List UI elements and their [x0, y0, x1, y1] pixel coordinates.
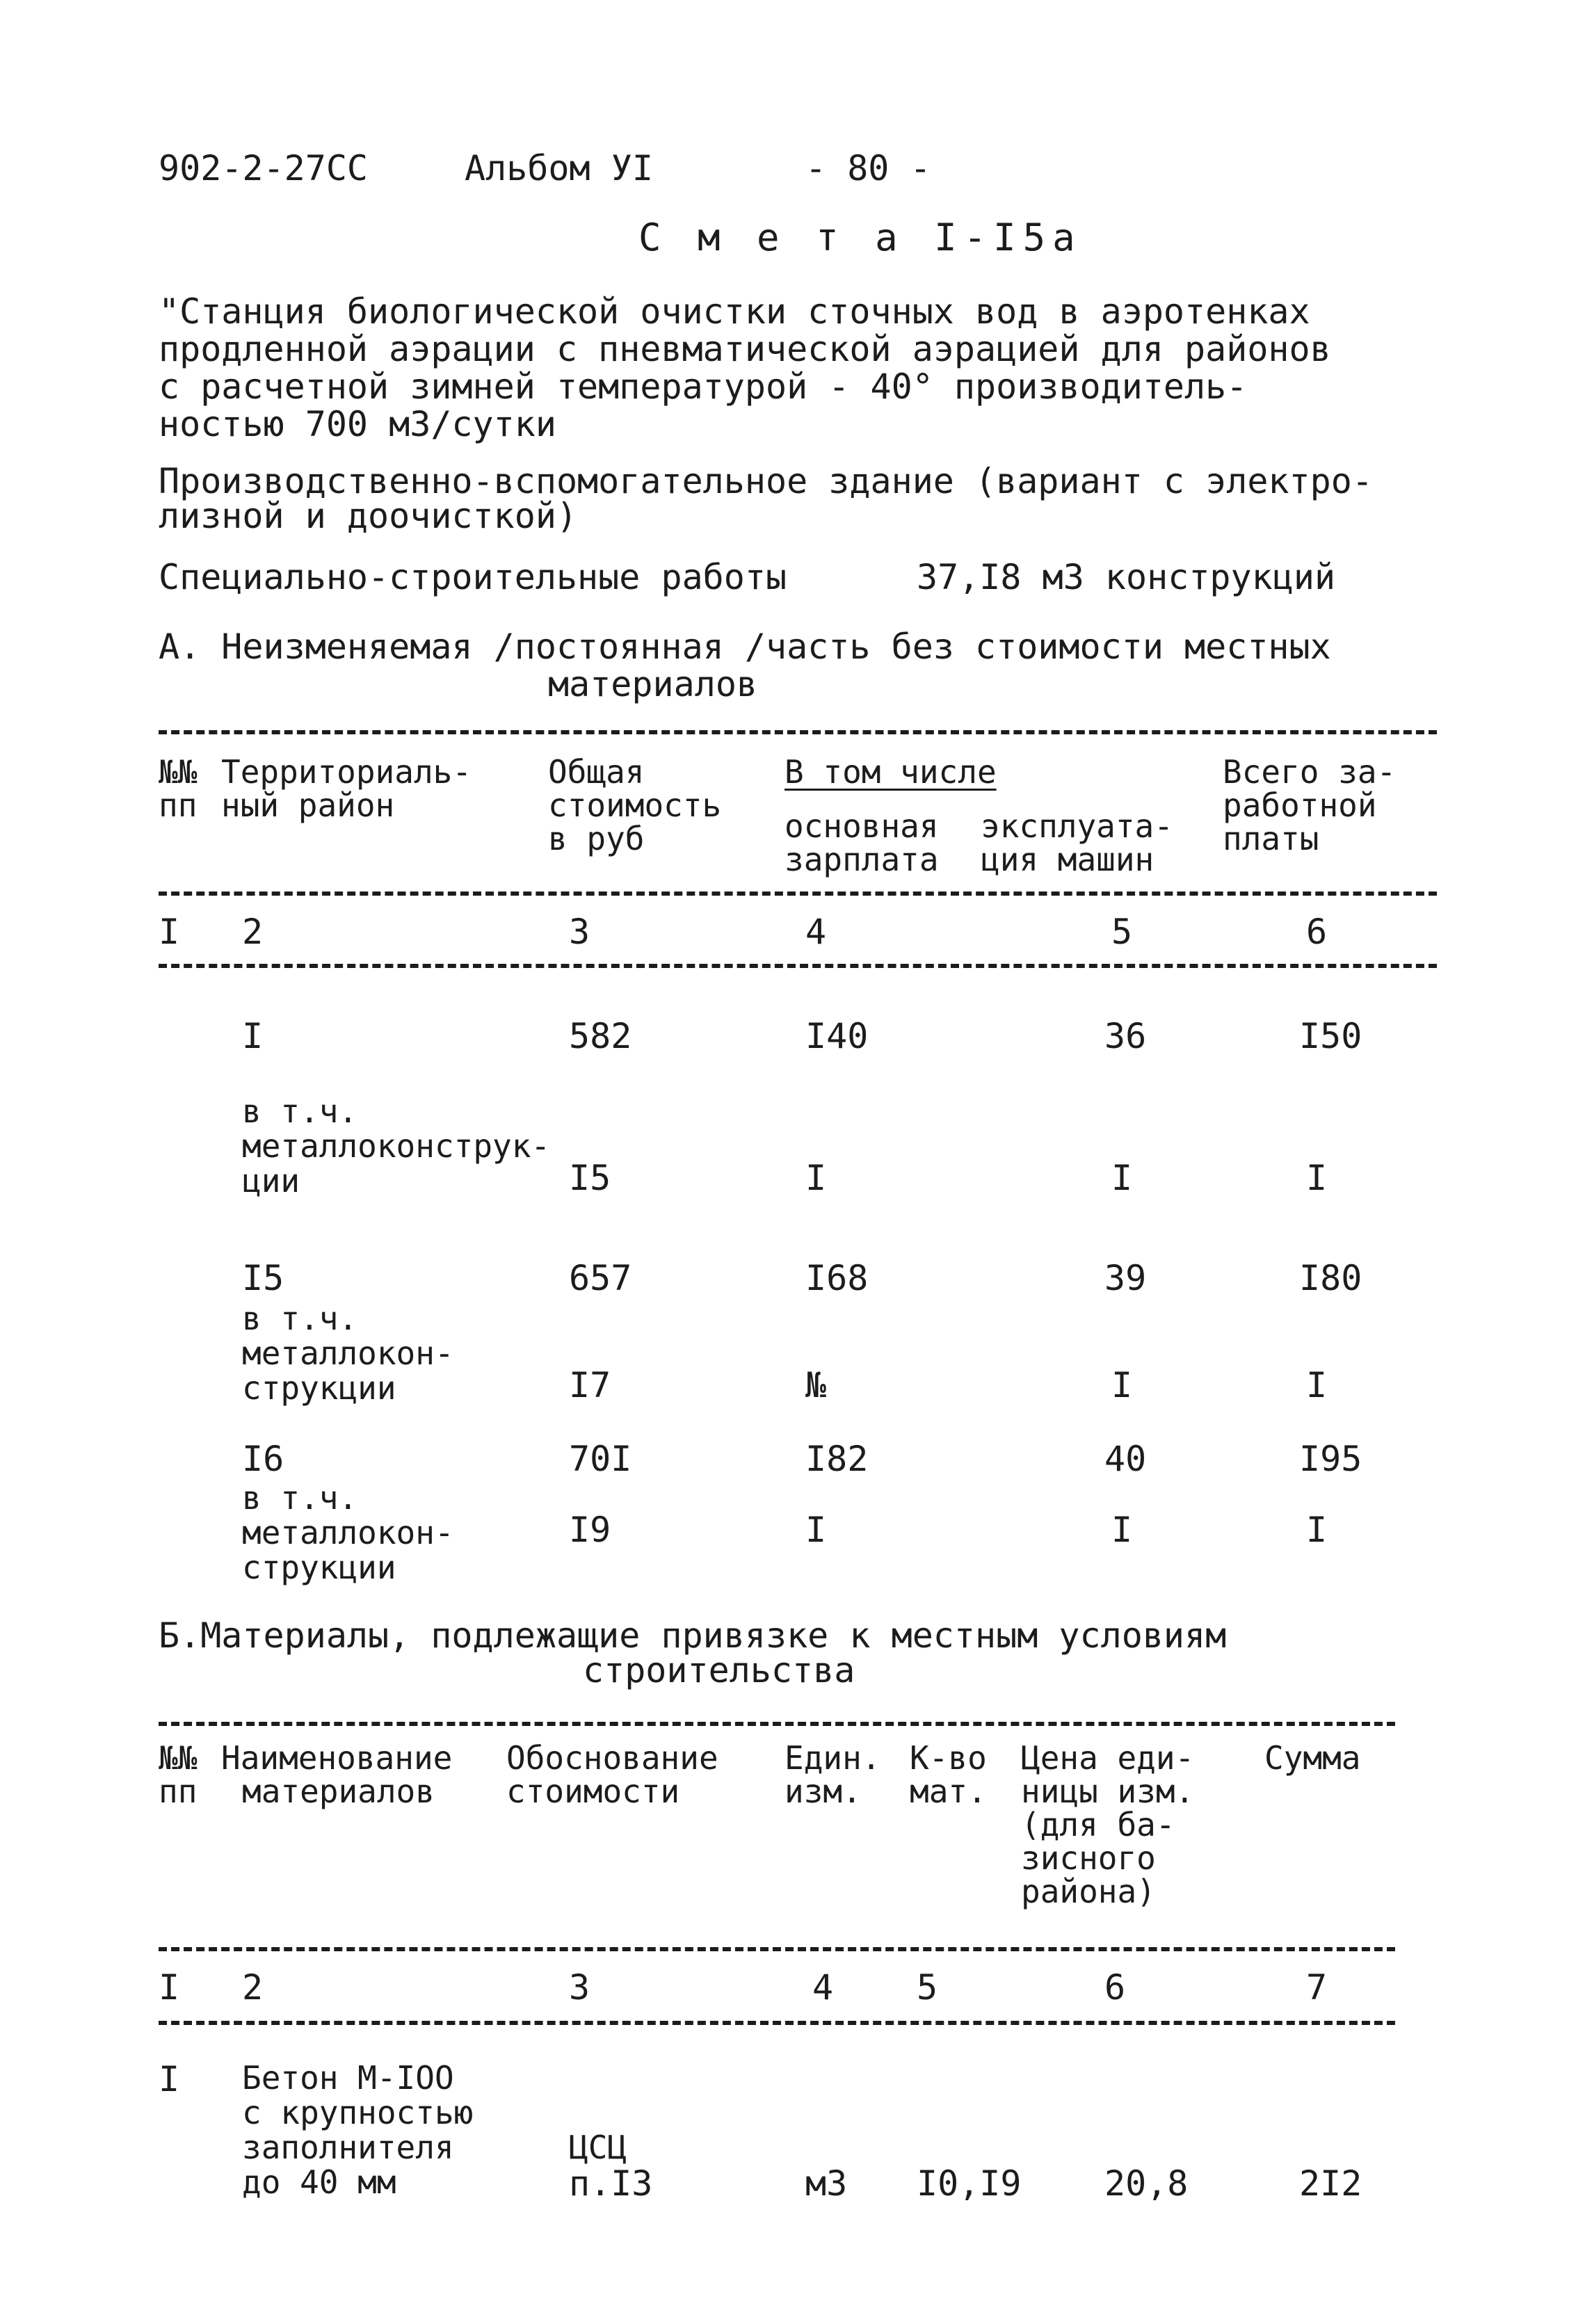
table-a-colnum-5: 5: [1111, 912, 1133, 952]
table-b-row-1-basis-line-1: ЦСЦ: [569, 2129, 627, 2166]
table-a-row-1-wages: I50: [1299, 1016, 1362, 1056]
table-b-row-1-name-line-2: с крупностью: [242, 2094, 474, 2131]
table-b-header-c5-line-2: мат.: [910, 1773, 987, 1810]
table-a-header-c5-line-1: эксплуата-: [981, 807, 1173, 845]
table-b-header-c6-line-5: района): [1021, 1873, 1156, 1910]
table-a-row-4-salary: №: [805, 1365, 827, 1405]
table-a-row-2-label-line-2: металлоконструк-: [242, 1127, 551, 1165]
table-b-colnum-5: 5: [917, 1967, 938, 2008]
document-code: 902-2-27СС: [159, 148, 369, 188]
table-a-row-2-wages: I: [1306, 1158, 1328, 1198]
album-label: Альбом УI: [465, 148, 653, 188]
table-a-header-c6-line-1: Всего за-: [1223, 753, 1397, 791]
table-a-row-1-machines: 36: [1104, 1016, 1147, 1056]
table-a-row-3-total: 657: [569, 1258, 632, 1298]
table-a-header-c2-line-1: Территориаль-: [221, 753, 472, 791]
table-a-row-4-machines: I: [1111, 1365, 1133, 1405]
section-a-heading-1: А. Неизменяемая /постоянная /часть без стоимости местных: [159, 627, 1331, 667]
table-a-row-4-label-line-1: в т.ч.: [242, 1300, 358, 1337]
table-b-colnum-7: 7: [1306, 1967, 1328, 2008]
object-title-line-4: ностью 700 м3/сутки: [159, 404, 556, 444]
table-a-row-6-total: I9: [569, 1510, 611, 1550]
table-a-row-2-total: I5: [569, 1158, 611, 1198]
table-b-header-c3-line-1: Обоснование: [506, 1739, 718, 1777]
table-a-row-1-region: I: [242, 1016, 264, 1056]
table-a-header-c4-line-1: основная: [784, 807, 939, 845]
table-b-row-1-name-line-3: заполнителя: [242, 2129, 454, 2166]
table-b-row-1-sum: 2I2: [1299, 2163, 1362, 2204]
table-a-row-2-label-line-3: ции: [242, 1162, 300, 1200]
table-b-row-1-num: I: [159, 2059, 180, 2099]
table-a-header-c6-line-2: работной: [1223, 786, 1377, 824]
section-b-heading-1: Б.Материалы, подлежащие привязке к местным условиям: [159, 1615, 1227, 1656]
table-a-header-rule: [159, 891, 1437, 896]
table-b-colnum-3: 3: [569, 1967, 590, 2008]
table-b-header-c1-line-1: №№: [159, 1739, 198, 1777]
table-a-row-5-region: I6: [242, 1439, 284, 1479]
table-b-row-1-basis-line-2: п.I3: [569, 2163, 653, 2204]
table-a-header-c1-line-2: пп: [159, 786, 198, 824]
table-a-row-3-salary: I68: [805, 1258, 869, 1298]
table-a-header-c4-top: В том числе: [784, 753, 997, 791]
table-b-header-c6-line-4: зисного: [1021, 1839, 1156, 1877]
table-b-row-1-name-line-4: до 40 мм: [242, 2163, 396, 2201]
object-title-line-2: продленной аэрации с пневматической аэрацией для районов: [159, 329, 1331, 369]
table-b-header-rule: [159, 1947, 1395, 1951]
table-a-header-c6-line-3: платы: [1223, 820, 1319, 857]
table-b-row-1-qty: I0,I9: [917, 2163, 1022, 2204]
table-a-row-1-total: 582: [569, 1016, 632, 1056]
building-line-2: лизной и доочисткой): [159, 496, 578, 536]
table-a-header-c1-line-1: №№: [159, 753, 198, 791]
table-b-header-c5-line-1: К-во: [910, 1739, 987, 1777]
estimate-title: С м е т а I-I5а: [638, 216, 1082, 259]
table-b-colnum-2: 2: [242, 1967, 264, 2008]
table-a-row-5-machines: 40: [1104, 1439, 1147, 1479]
object-title-line-3: с расчетной зимней температурой - 40° производитель-: [159, 366, 1248, 407]
table-a-row-4-label-line-3: струкции: [242, 1369, 396, 1407]
table-a-header-c3-line-1: Общая: [548, 753, 645, 791]
table-b-header-c2-line-1: Наименование: [221, 1739, 453, 1777]
table-a-row-6-wages: I: [1306, 1510, 1328, 1550]
table-a-row-3-machines: 39: [1104, 1258, 1147, 1298]
table-b-header-c3-line-2: стоимости: [506, 1773, 680, 1810]
table-a-row-4-label-line-2: металлокон-: [242, 1334, 454, 1372]
table-a-row-5-total: 70I: [569, 1439, 632, 1479]
table-a-row-2-salary: I: [805, 1158, 827, 1198]
table-a-row-4-wages: I: [1306, 1365, 1328, 1405]
building-line-1: Производственно-вспомогательное здание (вариант с электро-: [159, 461, 1373, 501]
table-b-colnum-rule: [159, 2021, 1395, 2025]
table-b-header-c1-line-2: пп: [159, 1773, 198, 1810]
table-b-colnum-4: 4: [812, 1967, 834, 2008]
table-b-row-1-unit: м3: [805, 2163, 848, 2204]
table-a-header-c4-line-2: зарплата: [784, 841, 939, 878]
page-number: - 80 -: [805, 148, 931, 188]
table-a-colnum-4: 4: [805, 912, 827, 952]
table-a-row-6-label-line-3: струкции: [242, 1549, 396, 1586]
table-a-header-c5-line-2: ция машин: [981, 841, 1154, 878]
table-b-header-c6-line-2: ницы изм.: [1021, 1773, 1195, 1810]
table-a-row-6-salary: I: [805, 1510, 827, 1550]
table-a-row-6-label-line-2: металлокон-: [242, 1514, 454, 1551]
table-b-header-c6-line-3: (для ба-: [1021, 1806, 1175, 1843]
table-a-row-3-wages: I80: [1299, 1258, 1362, 1298]
works-label: Специально-строительные работы: [159, 557, 787, 597]
table-a-header-c3-line-2: стоимость: [548, 786, 722, 824]
table-b-header-c4-line-1: Един.: [784, 1739, 881, 1777]
table-a-row-4-total: I7: [569, 1365, 611, 1405]
table-a-row-6-label-line-1: в т.ч.: [242, 1479, 358, 1517]
section-b-heading-2: строительства: [583, 1650, 855, 1690]
table-b-header-c6-line-1: Цена еди-: [1021, 1739, 1195, 1777]
table-b-top-rule: [159, 1722, 1395, 1726]
table-a-row-6-machines: I: [1111, 1510, 1133, 1550]
table-b-header-c7-line-1: Сумма: [1264, 1739, 1361, 1777]
table-a-row-3-region: I5: [242, 1258, 284, 1298]
table-a-header-c2-line-2: ный район: [221, 786, 395, 824]
table-a-top-rule: [159, 730, 1437, 734]
works-volume: 37,I8 м3 конструкций: [917, 557, 1336, 597]
table-b-header-c4-line-2: изм.: [784, 1773, 862, 1810]
table-a-row-2-label-line-1: в т.ч.: [242, 1092, 358, 1130]
table-b-colnum-6: 6: [1104, 1967, 1126, 2008]
object-title-line-1: "Станция биологической очистки сточных вод в аэротенках: [159, 291, 1310, 332]
table-b-row-1-price: 20,8: [1104, 2163, 1189, 2204]
table-a-colnum-1: I: [159, 912, 180, 952]
table-a-colnum-2: 2: [242, 912, 264, 952]
table-a-colnum-3: 3: [569, 912, 590, 952]
table-b-colnum-1: I: [159, 1967, 180, 2008]
table-a-row-5-wages: I95: [1299, 1439, 1362, 1479]
table-b-header-c2-line-2: материалов: [242, 1773, 435, 1810]
table-b-row-1-name-line-1: Бетон М-IОО: [242, 2059, 454, 2097]
table-a-colnum-rule: [159, 964, 1437, 968]
section-a-heading-2: материалов: [548, 664, 758, 704]
table-a-row-5-salary: I82: [805, 1439, 869, 1479]
table-a-row-1-salary: I40: [805, 1016, 869, 1056]
table-a-row-2-machines: I: [1111, 1158, 1133, 1198]
table-a-header-c3-line-3: в руб: [548, 820, 645, 857]
table-a-colnum-6: 6: [1306, 912, 1328, 952]
